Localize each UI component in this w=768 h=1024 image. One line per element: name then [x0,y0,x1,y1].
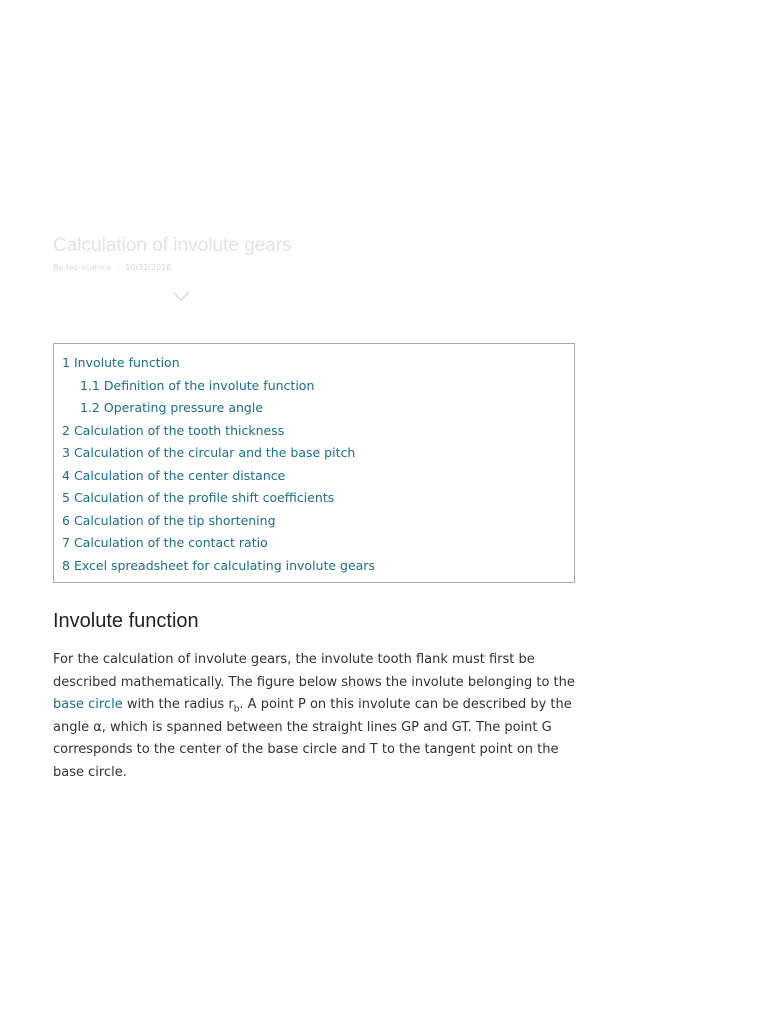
toc-item-number: 1.2 [80,400,100,415]
toc-item[interactable] [54,487,574,510]
toc-item-label: Calculation of the tip shortening [73,512,276,528]
toc-item[interactable] [54,442,574,465]
toc-item[interactable] [54,465,574,488]
meta-separator: - [116,263,120,272]
post-date: 10/31/2018 [125,263,172,272]
paragraph-text-1: For the calculation of involute gears, the involute tooth flank must first be described mathematically. The figure below shows the involute belonging to the [53,652,575,690]
author-link[interactable]: tec-science [65,263,112,272]
toc-item-label: Calculation of the profile shift coefficients [73,490,335,505]
toc-item-label: Calculation of the contact ratio [73,535,268,550]
page-title: Calculation of involute gears [53,235,292,256]
intro-paragraph [53,649,583,784]
toc-item[interactable] [54,420,574,443]
toc-item[interactable] [54,397,574,420]
toc-item-label: Calculation of the circular and the base pitch [73,445,356,460]
radius-subscript: b [233,704,240,715]
toc-item[interactable] [54,510,574,533]
table-of-contents [53,343,575,583]
base-circle-link[interactable]: base circle [53,697,123,712]
toc-item-number: 3 [62,445,70,460]
toc-item-label: Excel spreadsheet for calculating involute gears [73,557,375,573]
toc-item-label: Operating pressure angle [103,400,264,415]
toc-item[interactable] [54,352,574,375]
toc-item-number: 2 [62,422,70,438]
paragraph-text-3: . A point P on this involute can be described by the angle α, which is spanned between the straight lines GP and GT. The point G corresponds to the center of the base circle and T to the tangent point on the base circle. [53,697,572,780]
section-heading: Involute function [53,610,199,632]
toc-item-number: 8 [62,557,70,573]
toc-item[interactable] [54,375,574,398]
toc-item[interactable] [54,532,574,555]
toc-item-number: 1.1 [80,377,100,393]
toc-list [54,344,574,577]
article-header [53,234,577,273]
chevron-down-icon[interactable] [172,291,190,301]
toc-item-label: Calculation of the center distance [73,467,286,483]
toc-item-number: 5 [62,490,70,505]
by-label: By [53,263,64,272]
toc-item-label: Involute function [73,355,180,370]
toc-item-number: 1 [62,355,70,370]
toc-item[interactable] [54,555,574,578]
toc-item-number: 7 [62,535,70,550]
toc-item-label: Definition of the involute function [103,377,315,393]
toc-item-number: 4 [62,467,70,483]
toc-item-label: Calculation of the tooth thickness [73,422,285,438]
toc-item-number: 6 [62,512,70,528]
paragraph-text-2: with the radius r [122,697,234,712]
post-meta [53,263,577,273]
